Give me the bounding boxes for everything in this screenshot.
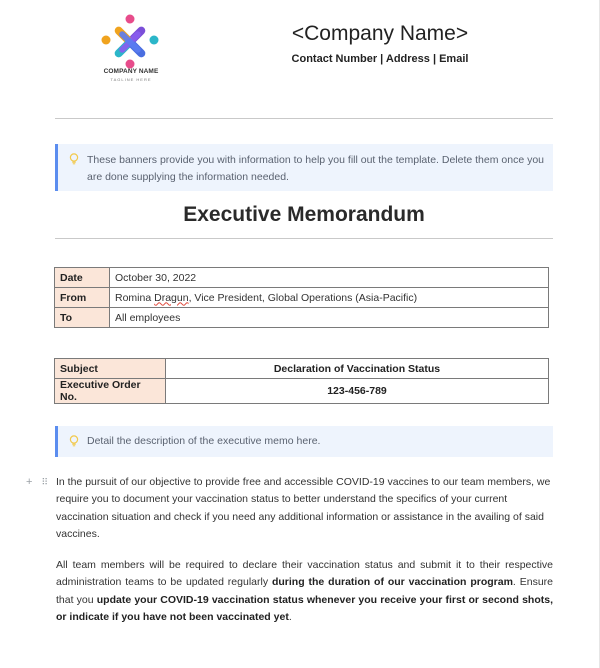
emphasis-update-status: update your COVID-19 vaccination status whenever you receive your first or second shots, or indicate if you have not been vaccinated yet bbox=[56, 593, 553, 623]
info-banner bbox=[55, 144, 553, 191]
paragraph-text: . Ensure that you bbox=[56, 576, 554, 606]
detail-banner-text: Detail the description of the executive memo here. bbox=[87, 435, 321, 447]
logo-company-name: COMPANY NAME bbox=[103, 68, 159, 75]
table-row bbox=[55, 359, 549, 379]
title-divider bbox=[55, 238, 553, 239]
company-name-heading: <Company Name> bbox=[291, 22, 469, 45]
date-value[interactable]: October 30, 2022 bbox=[110, 268, 549, 288]
table-row bbox=[55, 268, 549, 288]
from-last-name: Dragun bbox=[154, 291, 189, 304]
company-contact-line: Contact Number | Address | Email bbox=[291, 53, 469, 65]
document-title: Executive Memorandum bbox=[183, 203, 425, 226]
from-title: , Vice President, Global Operations (Asia-Pacific) bbox=[188, 291, 418, 304]
lightbulb-icon bbox=[69, 153, 79, 165]
body-paragraph-1[interactable]: In the pursuit of our objective to provide free and accessible COVID-19 vaccines to our team members, we require you to document your vaccination status to better understand the specifics of your current vaccination situation and check if you need any additional information or assistance in the availing of said vaccines. bbox=[56, 476, 551, 540]
body-paragraph-2[interactable] bbox=[56, 557, 553, 626]
order-number-value[interactable]: 123-456-789 bbox=[166, 379, 549, 404]
lightbulb-icon bbox=[69, 435, 79, 447]
logo-graphic bbox=[98, 14, 162, 70]
from-label: From bbox=[55, 288, 110, 308]
detail-banner bbox=[55, 426, 553, 457]
to-value[interactable]: All employees bbox=[110, 308, 549, 328]
paragraph-text: . bbox=[288, 610, 292, 623]
memo-info-table bbox=[54, 267, 549, 328]
table-row bbox=[55, 288, 549, 308]
date-label: Date bbox=[55, 268, 110, 288]
from-value[interactable] bbox=[110, 288, 549, 308]
paragraph-text: All team members will be required to declare their vaccination status and submit it to their respective administration teams to be updated regularly bbox=[56, 559, 553, 589]
header-divider bbox=[55, 118, 553, 119]
drag-handle-icon[interactable]: ⠿ bbox=[41, 477, 49, 487]
table-row bbox=[55, 308, 549, 328]
subject-table bbox=[54, 358, 549, 404]
to-label: To bbox=[55, 308, 110, 328]
table-row bbox=[55, 379, 549, 404]
order-number-label: Executive Order No. bbox=[55, 379, 166, 404]
company-logo bbox=[98, 14, 162, 86]
subject-value[interactable]: Declaration of Vaccination Status bbox=[166, 359, 549, 379]
block-handle[interactable] bbox=[26, 476, 48, 488]
info-banner-text: These banners provide you with information to help you fill out the template. Delete them once you are done supplying the information needed. bbox=[87, 154, 545, 183]
from-first-name: Romina bbox=[115, 291, 152, 304]
emphasis-duration: during the duration of our vaccination program bbox=[271, 576, 513, 589]
subject-label: Subject bbox=[55, 359, 166, 379]
add-block-icon[interactable]: + bbox=[26, 476, 33, 488]
logo-tagline: TAGLINE HERE bbox=[110, 77, 152, 82]
